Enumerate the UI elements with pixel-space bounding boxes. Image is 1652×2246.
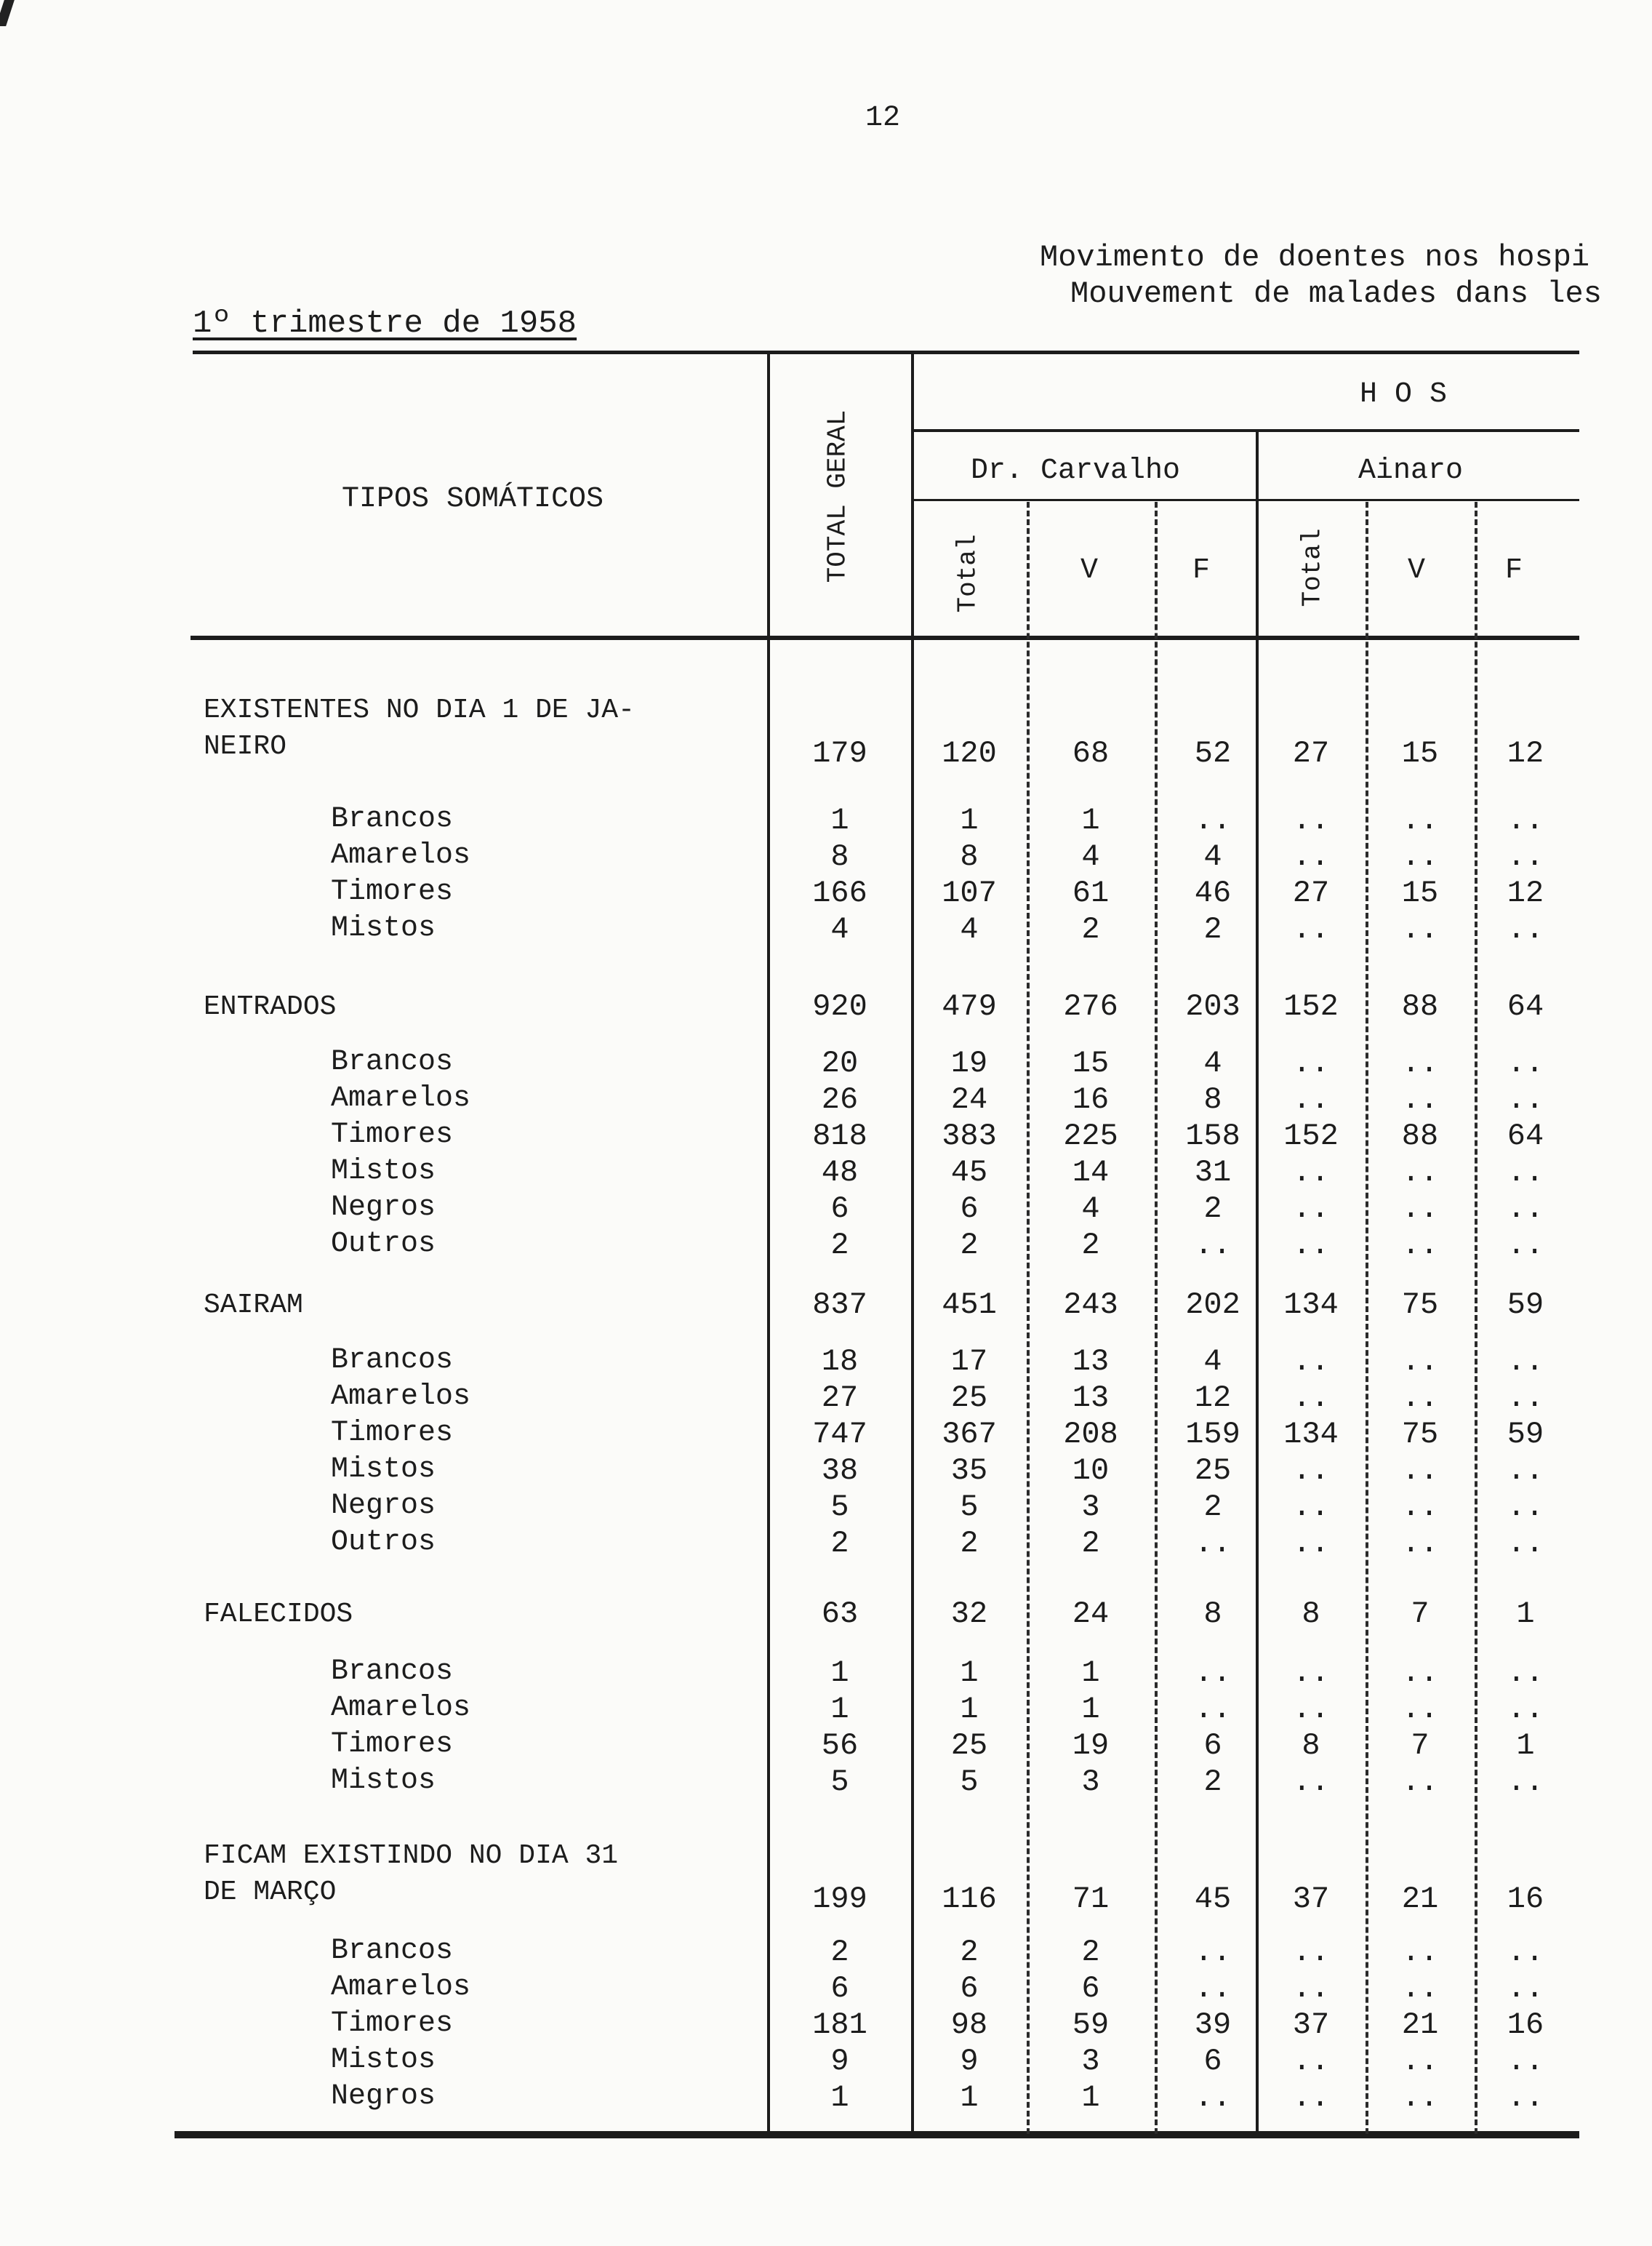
table-cell: .. (1507, 1490, 1544, 1524)
table-cell: .. (1194, 1935, 1232, 1970)
table-cell: .. (1292, 1046, 1330, 1081)
group-total-cell: 7 (1411, 1596, 1430, 1631)
table-cell: 1 (830, 1655, 849, 1690)
group-total-cell: 203 (1185, 989, 1240, 1024)
table-cell: 61 (1072, 876, 1110, 911)
row-label: Brancos (331, 803, 454, 836)
table-cell: 107 (942, 876, 997, 911)
group-total-cell: 59 (1507, 1287, 1544, 1322)
table-cell: 166 (812, 876, 867, 911)
table-cell: .. (1401, 1526, 1439, 1561)
table-cell: .. (1401, 1380, 1439, 1415)
table-cell: 818 (812, 1119, 867, 1154)
row-label: Brancos (331, 1344, 454, 1377)
table-cell: 2 (1081, 1228, 1100, 1263)
table-bottom-rule (175, 2131, 1579, 2138)
row-label: Timores (331, 1728, 454, 1761)
group-total-cell: 1 (1516, 1596, 1535, 1631)
table-cell: 1 (960, 1655, 979, 1690)
table-cell: 10 (1072, 1453, 1110, 1488)
table-cell: .. (1507, 803, 1544, 838)
row-label: Brancos (331, 1935, 454, 1967)
table-cell: 6 (1203, 2044, 1222, 2079)
table-cell: 6 (830, 1971, 849, 2006)
row-label: Timores (331, 876, 454, 908)
table-cell: 56 (821, 1728, 859, 1763)
group-label: ENTRADOS (204, 991, 337, 1023)
table-cell: 2 (1203, 912, 1222, 947)
table-cell: 3 (1081, 1765, 1100, 1799)
table-cell: 5 (830, 1490, 849, 1524)
table-cell: 5 (960, 1765, 979, 1799)
table-title-fr: Mouvement de malades dans les (1070, 276, 1602, 311)
table-cell: .. (1507, 1191, 1544, 1226)
table-cell: 2 (960, 1526, 979, 1561)
table-cell: .. (1507, 1082, 1544, 1117)
group-label: FALECIDOS (204, 1599, 353, 1630)
table-cell: 1 (960, 2080, 979, 2115)
table-cell: .. (1507, 1046, 1544, 1081)
row-label: Negros (331, 1191, 436, 1224)
table-cell: .. (1292, 1191, 1330, 1226)
table-cell: .. (1401, 839, 1439, 874)
row-type-header: TIPOS SOMÁTICOS (342, 483, 604, 516)
group-total-cell: 63 (821, 1596, 859, 1631)
table-cell: 7 (1411, 1728, 1430, 1763)
table-cell: .. (1401, 803, 1439, 838)
row-label: Amarelos (331, 839, 471, 872)
table-cell: .. (1292, 1082, 1330, 1117)
table-cell: 25 (950, 1380, 988, 1415)
table-cell: .. (1507, 1692, 1544, 1727)
table-cell: .. (1401, 1692, 1439, 1727)
hospital-header-ainaro: Ainaro (1358, 455, 1464, 487)
table-cell: 8 (1203, 1082, 1222, 1117)
group-total-cell: 8 (1302, 1596, 1320, 1631)
table-cell: .. (1292, 1971, 1330, 2006)
table-cell: 1 (960, 803, 979, 838)
table-cell: .. (1401, 1155, 1439, 1190)
row-label: Brancos (331, 1046, 454, 1079)
table-cell: .. (1292, 1453, 1330, 1488)
group-total-cell: 15 (1401, 736, 1439, 771)
table-cell: 2 (830, 1935, 849, 1970)
group-total-cell: 8 (1203, 1596, 1222, 1631)
table-cell: 4 (1203, 1046, 1222, 1081)
table-cell: 20 (821, 1046, 859, 1081)
table-cell: .. (1194, 1971, 1232, 2006)
row-label: Mistos (331, 1155, 436, 1188)
table-cell: 2 (1203, 1490, 1222, 1524)
table-cell: .. (1292, 2080, 1330, 2115)
row-label: Negros (331, 1490, 436, 1522)
group-total-cell: 202 (1185, 1287, 1240, 1322)
table-cell: .. (1292, 839, 1330, 874)
group-total-cell: 16 (1507, 1882, 1544, 1917)
table-cell: 1 (830, 1692, 849, 1727)
scan-mark-corner (0, 0, 15, 26)
table-cell: .. (1401, 1490, 1439, 1524)
group-total-cell: 837 (812, 1287, 867, 1322)
table-cell: .. (1194, 1526, 1232, 1561)
table-cell: 1 (830, 2080, 849, 2115)
table-cell: .. (1401, 1228, 1439, 1263)
row-label: Timores (331, 2007, 454, 2040)
table-cell: .. (1507, 1526, 1544, 1561)
group-total-cell: 32 (950, 1596, 988, 1631)
table-cell: 1 (1081, 2080, 1100, 2115)
table-cell: 4 (830, 912, 849, 947)
table-cell: .. (1194, 803, 1232, 838)
table-cell: 98 (950, 2007, 988, 2042)
table-cell: 27 (1292, 876, 1330, 911)
ai-v-subheader: V (1408, 554, 1426, 587)
table-cell: 16 (1507, 2007, 1544, 2042)
table-cell: 48 (821, 1155, 859, 1190)
table-cell: 64 (1507, 1119, 1544, 1154)
group-total-cell: 116 (942, 1882, 997, 1917)
table-cell: 3 (1081, 2044, 1100, 2079)
table-cell: .. (1507, 1453, 1544, 1488)
table-cell: 46 (1194, 876, 1232, 911)
table-cell: .. (1292, 1380, 1330, 1415)
table-cell: 4 (1081, 1191, 1100, 1226)
row-label: Amarelos (331, 1692, 471, 1725)
table-cell: 25 (950, 1728, 988, 1763)
table-cell: .. (1292, 1692, 1330, 1727)
table-cell: 159 (1185, 1417, 1240, 1452)
table-cell: 19 (950, 1046, 988, 1081)
table-cell: 5 (830, 1765, 849, 1799)
group-total-cell: 88 (1401, 989, 1439, 1024)
table-cell: 21 (1401, 2007, 1439, 2042)
table-cell: 35 (950, 1453, 988, 1488)
group-total-cell: 37 (1292, 1882, 1330, 1917)
group-total-cell: 24 (1072, 1596, 1110, 1631)
table-cell: .. (1507, 1971, 1544, 2006)
table-cell: .. (1507, 2080, 1544, 2115)
group-total-cell: 75 (1401, 1287, 1439, 1322)
table-cell: 13 (1072, 1344, 1110, 1379)
table-cell: 6 (960, 1191, 979, 1226)
table-cell: 1 (830, 803, 849, 838)
table-cell: 6 (830, 1191, 849, 1226)
table-cell: .. (1401, 1082, 1439, 1117)
table-cell: 181 (812, 2007, 867, 2042)
rule-ai-total-v (1366, 502, 1368, 2134)
table-cell: .. (1507, 1935, 1544, 1970)
dc-f-subheader: F (1192, 554, 1211, 587)
group-total-cell: 152 (1283, 989, 1339, 1024)
table-cell: 16 (1072, 1082, 1110, 1117)
table-cell: 45 (950, 1155, 988, 1190)
table-cell: .. (1292, 1490, 1330, 1524)
table-cell: .. (1507, 1228, 1544, 1263)
row-label: Negros (331, 2080, 436, 2113)
table-cell: 1 (1081, 1655, 1100, 1690)
table-cell: 19 (1072, 1728, 1110, 1763)
group-total-cell: 920 (812, 989, 867, 1024)
hospitals-banner-rule (913, 429, 1579, 432)
table-cell: 4 (960, 912, 979, 947)
table-cell: 12 (1194, 1380, 1232, 1415)
table-cell: 59 (1507, 1417, 1544, 1452)
table-cell: 9 (960, 2044, 979, 2079)
row-label: Timores (331, 1417, 454, 1450)
group-total-cell: 45 (1194, 1882, 1232, 1917)
table-cell: 31 (1194, 1155, 1232, 1190)
group-total-cell: 27 (1292, 736, 1330, 771)
table-cell: .. (1292, 1228, 1330, 1263)
table-cell: .. (1292, 1155, 1330, 1190)
table-cell: .. (1507, 1655, 1544, 1690)
table-cell: .. (1194, 1655, 1232, 1690)
table-cell: 15 (1401, 876, 1439, 911)
table-cell: 39 (1194, 2007, 1232, 2042)
table-cell: 26 (821, 1082, 859, 1117)
group-total-cell: 64 (1507, 989, 1544, 1024)
page-number: 12 (865, 102, 901, 135)
table-cell: 2 (1081, 912, 1100, 947)
table-cell: 9 (830, 2044, 849, 2079)
table-cell: 2 (830, 1526, 849, 1561)
table-top-rule (193, 351, 1579, 354)
table-cell: .. (1507, 1380, 1544, 1415)
table-cell: 18 (821, 1344, 859, 1379)
row-label: Mistos (331, 912, 436, 945)
table-cell: .. (1401, 2080, 1439, 2115)
table-cell: 4 (1203, 1344, 1222, 1379)
group-total-cell: 243 (1063, 1287, 1118, 1322)
table-cell: .. (1292, 2044, 1330, 2079)
table-cell: .. (1401, 1344, 1439, 1379)
table-cell: 2 (1081, 1526, 1100, 1561)
table-cell: 4 (1203, 839, 1222, 874)
table-cell: 25 (1194, 1453, 1232, 1488)
table-cell: .. (1292, 1526, 1330, 1561)
table-cell: 37 (1292, 2007, 1330, 2042)
group-total-cell: 71 (1072, 1882, 1110, 1917)
table-cell: 8 (1302, 1728, 1320, 1763)
group-total-cell: 179 (812, 736, 867, 771)
table-cell: 152 (1283, 1119, 1339, 1154)
table-cell: 5 (960, 1490, 979, 1524)
group-total-cell: 199 (812, 1882, 867, 1917)
table-cell: .. (1507, 912, 1544, 947)
table-cell: 6 (1203, 1728, 1222, 1763)
table-cell: .. (1194, 1228, 1232, 1263)
group-total-cell: 12 (1507, 736, 1544, 771)
table-cell: 8 (960, 839, 979, 874)
table-cell: 8 (830, 839, 849, 874)
table-cell: .. (1401, 2044, 1439, 2079)
table-cell: .. (1194, 2080, 1232, 2115)
ai-total-subheader: Total (1297, 528, 1328, 607)
period-label: 1º trimestre de 1958 (193, 305, 577, 342)
table-cell: .. (1292, 1344, 1330, 1379)
hospital-names-rule (913, 499, 1579, 501)
table-cell: 6 (1081, 1971, 1100, 2006)
group-total-cell: 276 (1063, 989, 1118, 1024)
table-cell: 15 (1072, 1046, 1110, 1081)
table-cell: .. (1401, 1453, 1439, 1488)
table-cell: 75 (1401, 1417, 1439, 1452)
row-label: Mistos (331, 2044, 436, 2077)
table-cell: .. (1292, 1935, 1330, 1970)
row-label: Brancos (331, 1655, 454, 1688)
rule-total-hospitals (911, 351, 914, 2134)
table-cell: 2 (960, 1935, 979, 1970)
table-cell: .. (1507, 1155, 1544, 1190)
table-cell: .. (1401, 1191, 1439, 1226)
table-cell: 1 (1081, 803, 1100, 838)
rule-dc-v-f (1155, 502, 1158, 2134)
table-cell: 747 (812, 1417, 867, 1452)
table-title-pt: Movimento de doentes nos hospi (1040, 240, 1590, 275)
table-cell: 24 (950, 1082, 988, 1117)
rule-label-total (767, 351, 770, 2134)
row-label: Amarelos (331, 1971, 471, 2004)
row-label: Amarelos (331, 1380, 471, 1413)
table-cell: .. (1401, 1655, 1439, 1690)
table-cell: 38 (821, 1453, 859, 1488)
rule-between-hospitals (1256, 429, 1259, 2134)
row-label: Amarelos (331, 1082, 471, 1115)
hospitals-banner: H O S (1360, 378, 1448, 411)
table-cell: 158 (1185, 1119, 1240, 1154)
table-cell: 14 (1072, 1155, 1110, 1190)
table-cell: 59 (1072, 2007, 1110, 2042)
dc-v-subheader: V (1080, 554, 1099, 587)
table-cell: 6 (960, 1971, 979, 2006)
table-cell: 2 (960, 1228, 979, 1263)
group-total-cell: 68 (1072, 736, 1110, 771)
table-cell: 3 (1081, 1490, 1100, 1524)
table-cell: .. (1292, 1765, 1330, 1799)
group-total-cell: 479 (942, 989, 997, 1024)
rule-dc-total-v (1027, 502, 1030, 2134)
table-cell: 1 (960, 1692, 979, 1727)
ai-f-subheader: F (1505, 554, 1523, 587)
table-cell: .. (1401, 912, 1439, 947)
table-cell: 2 (1203, 1191, 1222, 1226)
table-cell: .. (1401, 1935, 1439, 1970)
group-label: SAIRAM (204, 1290, 303, 1321)
table-cell: .. (1292, 912, 1330, 947)
table-cell: 134 (1283, 1417, 1339, 1452)
table-cell: .. (1507, 2044, 1544, 2079)
group-label: FICAM EXISTINDO NO DIA 31 DE MARÇO (204, 1840, 619, 1908)
table-cell: .. (1507, 839, 1544, 874)
group-total-cell: 134 (1283, 1287, 1339, 1322)
table-cell: 225 (1063, 1119, 1118, 1154)
dc-total-subheader: Total (953, 534, 983, 613)
table-cell: 88 (1401, 1119, 1439, 1154)
table-cell: 1 (1081, 1692, 1100, 1727)
table-cell: 208 (1063, 1417, 1118, 1452)
table-cell: 17 (950, 1344, 988, 1379)
group-total-cell: 21 (1401, 1882, 1439, 1917)
table-cell: .. (1401, 1971, 1439, 2006)
row-label: Timores (331, 1119, 454, 1151)
row-label: Outros (331, 1228, 436, 1260)
table-cell: 383 (942, 1119, 997, 1154)
hospital-header-dr-carvalho: Dr. Carvalho (971, 455, 1181, 487)
group-total-cell: 52 (1194, 736, 1232, 771)
table-cell: 27 (821, 1380, 859, 1415)
table-cell: 1 (1516, 1728, 1535, 1763)
group-total-cell: 451 (942, 1287, 997, 1322)
table-cell: 2 (1081, 1935, 1100, 1970)
table-cell: 13 (1072, 1380, 1110, 1415)
table-cell: .. (1507, 1765, 1544, 1799)
table-cell: .. (1401, 1765, 1439, 1799)
row-label: Mistos (331, 1453, 436, 1486)
row-label: Outros (331, 1526, 436, 1559)
row-label: Mistos (331, 1765, 436, 1797)
table-cell: 4 (1081, 839, 1100, 874)
table-cell: .. (1401, 1046, 1439, 1081)
group-label: EXISTENTES NO DIA 1 DE JA- NEIRO (204, 695, 635, 762)
header-bottom-rule (191, 636, 1579, 640)
table-cell: .. (1507, 1344, 1544, 1379)
table-cell: 367 (942, 1417, 997, 1452)
total-geral-header: TOTAL GERAL (822, 409, 853, 583)
group-total-cell: 120 (942, 736, 997, 771)
table-cell: 12 (1507, 876, 1544, 911)
table-cell: .. (1194, 1692, 1232, 1727)
table-cell: .. (1292, 1655, 1330, 1690)
table-cell: 2 (830, 1228, 849, 1263)
table-cell: .. (1292, 803, 1330, 838)
table-cell: 2 (1203, 1765, 1222, 1799)
